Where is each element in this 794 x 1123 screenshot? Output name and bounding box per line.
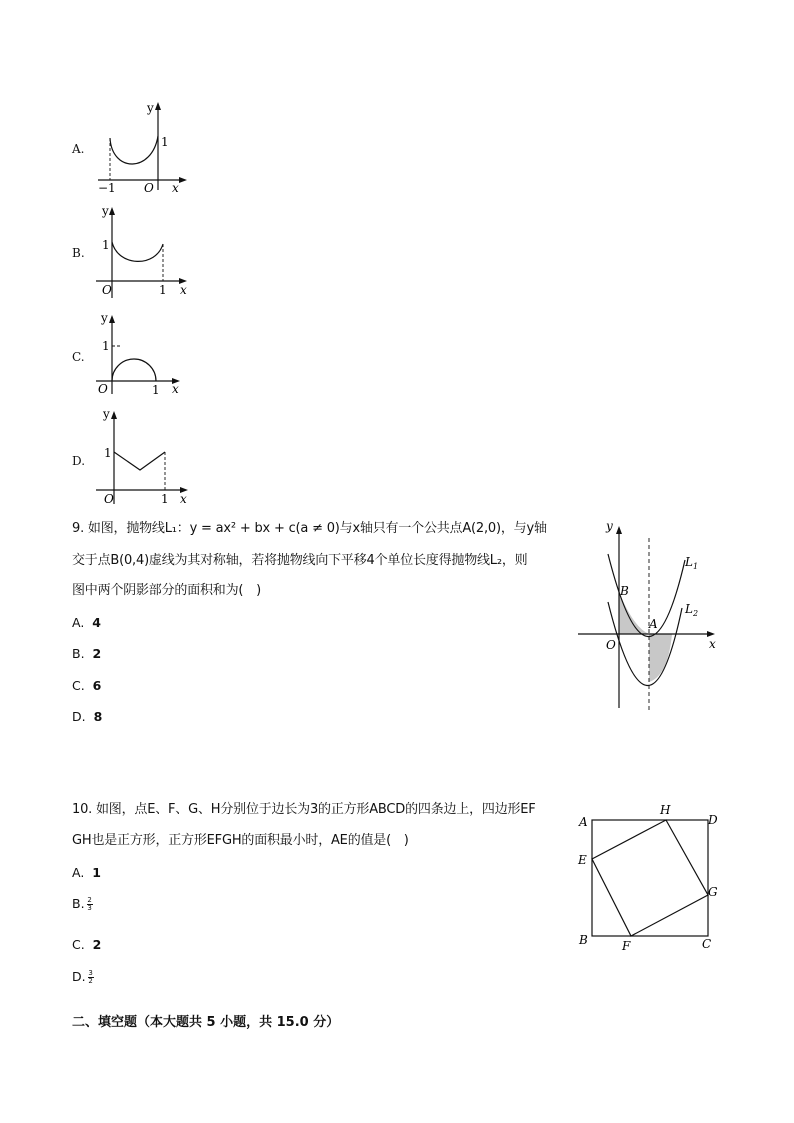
q10-figure — [574, 800, 724, 960]
label-g: G — [708, 885, 718, 899]
y-label: y — [606, 519, 613, 533]
x-label: x — [172, 181, 179, 195]
label-c: C — [702, 937, 712, 951]
y-axis-arrow — [109, 207, 115, 215]
q8-option-c-graph — [92, 308, 192, 398]
x-label: x — [709, 637, 716, 651]
semicircle — [112, 359, 156, 381]
tick-y1: 1 — [102, 339, 110, 353]
y-axis-arrow — [109, 315, 115, 323]
q10-option-c[interactable]: C. 2 — [72, 937, 102, 952]
q10-option-a[interactable]: A. 1 — [72, 865, 101, 880]
origin-label: O — [104, 492, 114, 504]
l2-label: $L_2$ — [685, 602, 699, 618]
q8-option-a-label[interactable]: A. — [72, 142, 85, 156]
x-label: x — [172, 382, 179, 396]
fraction-3-2: $\frac{3}{2}$ — [88, 968, 93, 985]
v-curve — [114, 452, 165, 470]
square-efgh — [592, 820, 708, 936]
l1-label: $L_1$ — [685, 555, 699, 571]
q10-option-d[interactable]: D. $\frac{3}{2}$ — [72, 968, 93, 985]
x-label: x — [180, 492, 187, 504]
tick-x1: 1 — [159, 283, 167, 297]
q8-option-a-graph — [92, 98, 192, 198]
label-b: B — [579, 933, 588, 947]
square-abcd — [592, 820, 708, 936]
point-a-label: A — [649, 617, 658, 631]
y-axis-arrow — [616, 526, 622, 534]
point-b-label: B — [620, 584, 629, 598]
curve — [110, 136, 158, 164]
q9-option-a[interactable]: A. 4 — [72, 615, 101, 630]
q8-option-d-label[interactable]: D. — [72, 454, 86, 468]
label-a: A — [579, 815, 588, 829]
origin-label: O — [102, 283, 112, 297]
shaded-region-left — [619, 592, 649, 634]
origin-label: O — [98, 382, 108, 396]
y-axis-arrow — [111, 411, 117, 419]
label-e: E — [578, 853, 587, 867]
tick-x1: 1 — [161, 492, 169, 504]
tick-neg1: −1 — [98, 181, 116, 195]
q8-option-b-graph — [92, 202, 192, 302]
tick-y1: 1 — [104, 446, 112, 460]
y-axis-arrow — [155, 102, 161, 110]
y-label: y — [102, 204, 109, 218]
fraction-2-3: $\frac{2}{3}$ — [87, 895, 92, 912]
q8-option-d-graph — [92, 404, 192, 504]
q9-option-c[interactable]: C. 6 — [72, 678, 102, 693]
q10-option-b[interactable]: B. $\frac{2}{3}$ — [72, 895, 92, 912]
label-d: D — [708, 813, 718, 827]
x-axis-arrow — [179, 177, 187, 183]
q10-stem-line2: GH也是正方形，正方形EFGH的面积最小时，AE的值是( ) — [72, 833, 409, 848]
curve — [112, 242, 163, 261]
q10-stem-line1: 10. 如图，点E、F、G、H分别位于边长为3的正方形ABCD的四条边上，四边形EF — [72, 802, 536, 817]
q9-stem-line1: 9. 如图，抛物线L₁：y = ax² + bx + c(a ≠ 0)与x轴只有一个公共点A(2,0)，与y轴 — [72, 521, 547, 536]
q9-stem-line3: 图中两个阴影部分的面积和为( ) — [72, 583, 261, 598]
q9-figure — [572, 516, 722, 716]
q8-option-c-label[interactable]: C. — [72, 350, 85, 364]
q9-stem-line2: 交于点B(0,4)虚线为其对称轴，若将抛物线向下平移4个单位长度得抛物线L₂，则 — [72, 553, 528, 568]
section-heading-fill-in: 二、填空题（本大题共 5 小题，共 15.0 分） — [72, 1015, 340, 1030]
tick-y1: 1 — [161, 135, 169, 149]
y-label: y — [101, 311, 108, 325]
label-h: H — [660, 803, 671, 817]
q9-option-b[interactable]: B. 2 — [72, 646, 102, 661]
tick-x1: 1 — [152, 383, 160, 397]
tick-y1: 1 — [102, 238, 110, 252]
y-label: y — [147, 101, 154, 115]
q8-option-b-label[interactable]: B. — [72, 246, 85, 260]
origin-label: O — [606, 638, 616, 652]
q9-option-d[interactable]: D. 8 — [72, 709, 103, 724]
origin-label: O — [144, 181, 154, 195]
y-label: y — [103, 407, 110, 421]
label-f: F — [622, 939, 631, 953]
x-label: x — [180, 283, 187, 297]
